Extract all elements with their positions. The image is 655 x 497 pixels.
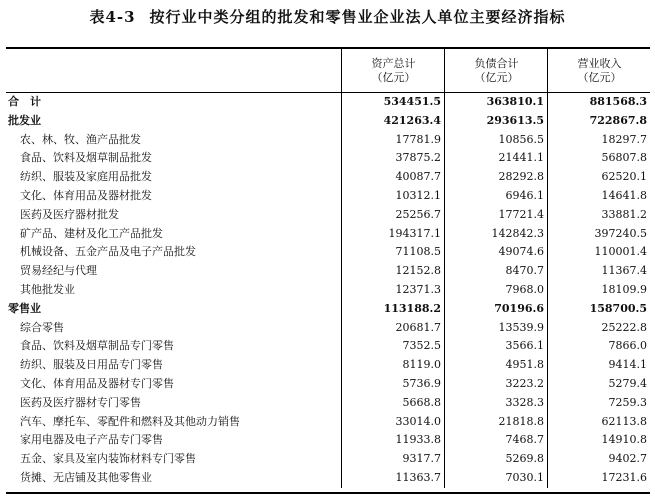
cell-liabilities: 13539.9 [444,319,547,338]
cell-revenue: 722867.8 [547,112,650,131]
column-header-label: 资产总计 [371,56,416,70]
cell-assets: 12371.3 [341,281,444,300]
cell-liabilities: 6946.1 [444,187,547,206]
table-title [0,6,655,27]
cell-liabilities: 5269.8 [444,450,547,469]
cell-revenue: 7866.0 [547,337,650,356]
cell-liabilities: 3223.2 [444,375,547,394]
cell-liabilities: 17721.4 [444,206,547,225]
column-header-assets [341,49,445,92]
cell-liabilities: 21818.8 [444,413,547,432]
cell-revenue: 881568.3 [547,93,650,112]
cell-assets: 11363.7 [341,469,444,488]
cell-assets: 11933.8 [341,431,444,450]
cell-assets: 17781.9 [341,131,444,150]
column-header-unit: （亿元） [474,70,519,84]
cell-revenue: 9402.7 [547,450,650,469]
cell-assets: 20681.7 [341,319,444,338]
cell-revenue: 110001.4 [547,243,650,262]
cell-liabilities: 142842.3 [444,225,547,244]
cell-liabilities: 28292.8 [444,168,547,187]
table-title-text: 按行业中类分组的批发和零售业企业法人单位主要经济指标 [149,8,566,26]
cell-assets: 12152.8 [341,262,444,281]
cell-assets: 534451.5 [341,93,444,112]
table-row [6,319,650,338]
table-number: 表4-3 [89,8,136,26]
cell-liabilities: 49074.6 [444,243,547,262]
table-row [6,206,650,225]
cell-revenue: 14641.8 [547,187,650,206]
cell-liabilities: 3566.1 [444,337,547,356]
bottom-rule [6,492,650,494]
cell-liabilities: 7968.0 [444,281,547,300]
table-row [6,413,650,432]
cell-assets: 5668.8 [341,394,444,413]
cell-revenue: 5279.4 [547,375,650,394]
table-row [6,469,650,488]
column-header-label: 营业收入 [577,56,622,70]
cell-revenue: 25222.8 [547,319,650,338]
column-header-liabilities [444,49,548,92]
row-label: 食品、饮料及烟草制品专门零售 [20,339,174,353]
cell-liabilities: 293613.5 [444,112,547,131]
cell-revenue: 33881.2 [547,206,650,225]
table-row [6,375,650,394]
cell-assets: 10312.1 [341,187,444,206]
cell-revenue: 62113.8 [547,413,650,432]
row-label: 合 计 [8,95,41,108]
cell-liabilities: 70196.6 [444,300,547,319]
row-label: 零售业 [8,301,41,315]
row-label: 食品、饮料及烟草制品批发 [20,151,152,165]
table-row [6,243,650,262]
row-label: 医药及医疗器材专门零售 [20,395,141,409]
table-row [6,168,650,187]
cell-revenue: 11367.4 [547,262,650,281]
cell-liabilities: 3328.3 [444,394,547,413]
column-header-unit: （亿元） [577,70,622,84]
row-label: 医药及医疗器材批发 [20,207,119,221]
cell-assets: 71108.5 [341,243,444,262]
cell-revenue: 18109.9 [547,281,650,300]
row-label: 文化、体育用品及器材批发 [20,188,152,202]
cell-liabilities: 363810.1 [444,93,547,112]
table-row [6,225,650,244]
table-row [6,131,650,150]
cell-assets: 9317.7 [341,450,444,469]
cell-assets: 40087.7 [341,168,444,187]
table-row [6,149,650,168]
cell-assets: 194317.1 [341,225,444,244]
table-row [6,431,650,450]
cell-revenue: 18297.7 [547,131,650,150]
cell-revenue: 9414.1 [547,356,650,375]
cell-liabilities: 10856.5 [444,131,547,150]
row-label: 货摊、无店铺及其他零售业 [20,470,152,484]
row-label: 家用电器及电子产品专门零售 [20,433,163,447]
cell-assets: 5736.9 [341,375,444,394]
row-label: 五金、家具及室内装饰材料专门零售 [20,452,196,466]
cell-revenue: 17231.6 [547,469,650,488]
table-row [6,356,650,375]
cell-liabilities: 7468.7 [444,431,547,450]
cell-assets: 113188.2 [341,300,444,319]
table-row [6,337,650,356]
row-label: 文化、体育用品及器材专门零售 [20,376,174,390]
row-label: 贸易经纪与代理 [20,264,97,278]
table-body [6,93,650,488]
column-header-unit: （亿元） [371,70,416,84]
cell-assets: 8119.0 [341,356,444,375]
cell-revenue: 397240.5 [547,225,650,244]
cell-liabilities: 7030.1 [444,469,547,488]
table-row-total [6,93,650,112]
cell-assets: 33014.0 [341,413,444,432]
cell-revenue: 62520.1 [547,168,650,187]
cell-assets: 421263.4 [341,112,444,131]
cell-assets: 37875.2 [341,149,444,168]
table-header [6,49,650,93]
table-row [6,450,650,469]
row-label: 农、林、牧、渔产品批发 [20,132,141,146]
row-label: 其他批发业 [20,282,75,296]
row-label: 汽车、摩托车、零配件和燃料及其他动力销售 [20,414,240,428]
cell-revenue: 14910.8 [547,431,650,450]
row-label: 纺织、服装及家庭用品批发 [20,170,152,184]
row-label: 纺织、服装及日用品专门零售 [20,358,163,372]
cell-liabilities: 4951.8 [444,356,547,375]
cell-revenue: 158700.5 [547,300,650,319]
column-header-label: 负债合计 [474,56,519,70]
row-label: 机械设备、五金产品及电子产品批发 [20,245,196,259]
cell-liabilities: 21441.1 [444,149,547,168]
cell-revenue: 56807.8 [547,149,650,168]
cell-revenue: 7259.3 [547,394,650,413]
cell-assets: 7352.5 [341,337,444,356]
table-row [6,281,650,300]
table-row-section [6,112,650,131]
table-row [6,262,650,281]
row-label: 批发业 [8,113,41,127]
cell-liabilities: 8470.7 [444,262,547,281]
table-row-section [6,300,650,319]
table-row [6,187,650,206]
row-label: 矿产品、建材及化工产品批发 [20,226,163,240]
row-label: 综合零售 [20,320,64,334]
column-header-revenue [547,49,651,92]
table-row [6,394,650,413]
cell-assets: 25256.7 [341,206,444,225]
